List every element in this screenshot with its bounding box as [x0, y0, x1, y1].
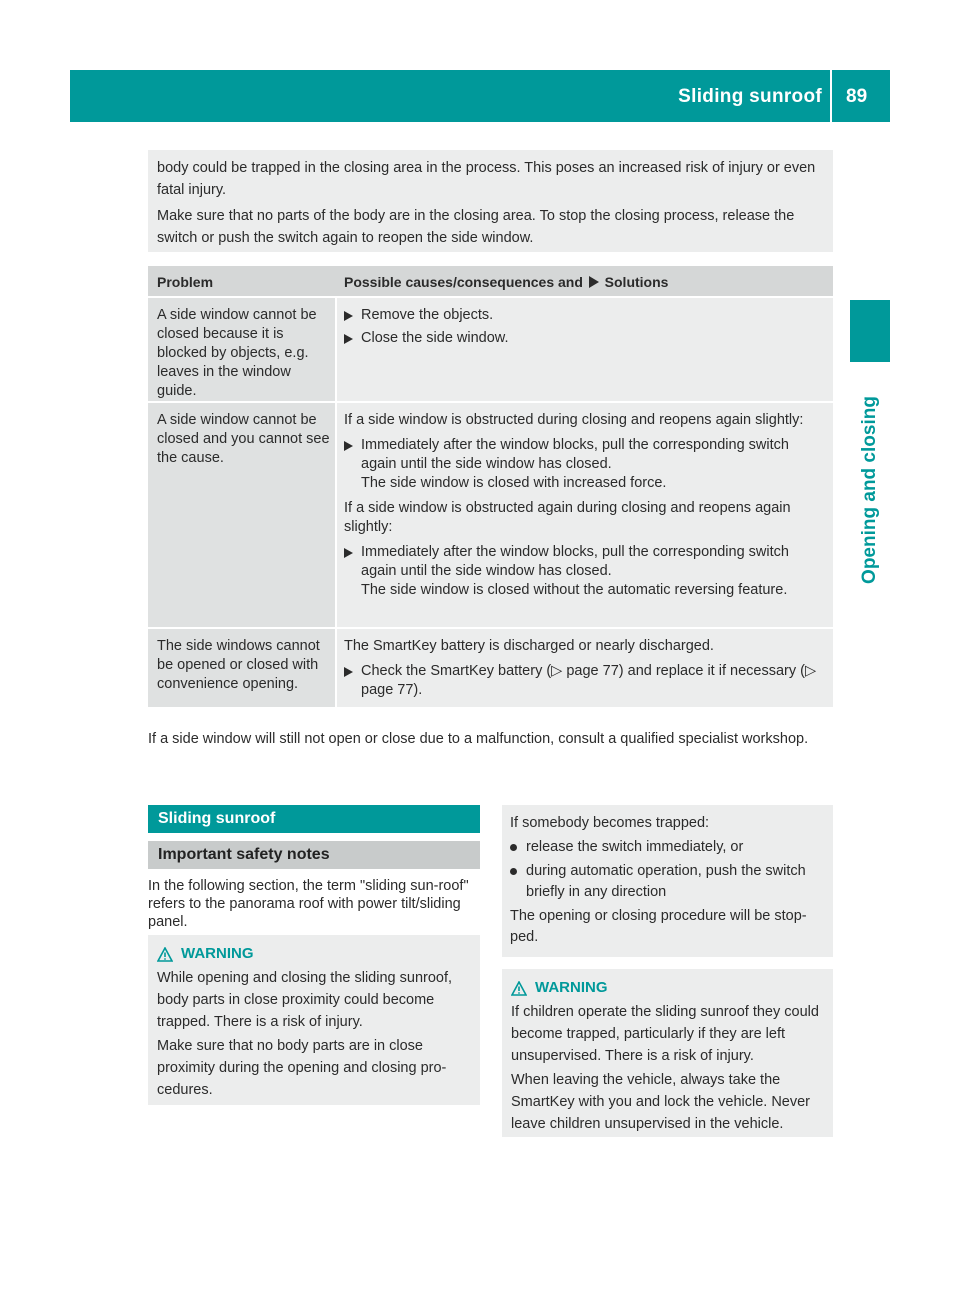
- instruction-step: [344, 306, 827, 325]
- header-divider: [830, 70, 832, 122]
- warning-triangle-icon: [511, 981, 527, 996]
- list-item-text: release the switch immediately, or: [526, 839, 744, 855]
- body-text: If a side window will still not open or close due to a malfunction, consult a qualified specialist workshop.: [148, 731, 809, 747]
- table-row: [148, 298, 833, 401]
- table-row: [148, 629, 833, 707]
- arrow-right-icon: [344, 334, 353, 344]
- cause-text: If a side window is obstructed during closing and reopens again slightly:: [344, 412, 804, 428]
- table-row: [148, 403, 833, 627]
- subsection-heading: Important safety notes: [148, 841, 480, 869]
- list-item: [510, 837, 825, 858]
- instruction-step: [344, 329, 827, 348]
- body-text: In the following section, the term "sliding sun-roof" refers to the panorama roof with power tilt/sliding panel.: [148, 878, 469, 930]
- warning-text: Make sure that no body parts are in close proximity during the opening and closing pro-cedures.: [157, 1038, 447, 1098]
- info-lead: If somebody becomes trapped:: [510, 815, 710, 831]
- step-text: Immediately after the window blocks, pull the corresponding switch again until the side window has closed.: [361, 544, 789, 579]
- step-text: Check the SmartKey battery (▷ page 77) and replace it if necessary (▷ page 77).: [361, 663, 817, 698]
- chapter-tab-marker: [850, 300, 890, 362]
- step-result: The side window is closed with increased force.: [361, 475, 667, 491]
- bullet-icon: [510, 868, 517, 875]
- warning-text: While opening and closing the sliding sunroof, body parts in close proximity could become trapped. There is a risk of injury.: [157, 970, 453, 1030]
- cause-text: If a side window is obstructed again during closing and reopens again slightly:: [344, 500, 791, 535]
- warning-triangle-icon: [157, 947, 173, 962]
- note-paragraph: body could be trapped in the closing area in the process. This poses an increased risk of injury or even fatal injury.: [157, 160, 816, 198]
- cause-text: The SmartKey battery is discharged or nearly discharged.: [344, 638, 714, 654]
- arrow-right-icon: [344, 311, 353, 321]
- column-header-problem: Problem: [157, 274, 214, 290]
- problem-cell: The side windows cannot be opened or closed with convenience opening.: [148, 629, 335, 707]
- list-item: [510, 861, 825, 903]
- column-header-text: Possible causes/consequences and: [344, 274, 583, 290]
- warning-box: [502, 969, 833, 1137]
- page-title: Sliding sunroof: [678, 86, 822, 107]
- info-tail: The opening or closing procedure will be stop-ped.: [510, 908, 807, 945]
- solution-cell: [337, 629, 833, 707]
- arrow-right-icon: [344, 548, 353, 558]
- bullet-icon: [510, 844, 517, 851]
- warning-title: [511, 977, 824, 999]
- step-result: The side window is closed without the automatic reversing feature.: [361, 582, 788, 598]
- instruction-step: [344, 662, 827, 700]
- instruction-step: [344, 543, 827, 600]
- table-header: [148, 266, 833, 296]
- solution-cell: [337, 403, 833, 627]
- chapter-label: Opening and closing: [859, 396, 880, 584]
- arrow-right-icon: [589, 276, 599, 288]
- section-heading: Sliding sunroof: [148, 805, 480, 833]
- warning-label: WARNING: [181, 945, 254, 962]
- step-text: Immediately after the window blocks, pull the corresponding switch again until the side window has closed.: [361, 437, 789, 472]
- warning-title: [157, 943, 471, 965]
- step-text: Close the side window.: [361, 330, 509, 346]
- warning-text: When leaving the vehicle, always take the SmartKey with you and lock the vehicle. Never leave children unsupervised in the vehicle.: [511, 1072, 810, 1132]
- note-paragraph: Make sure that no parts of the body are in the closing area. To stop the closing process, release the switch or push the switch again to reopen the side window.: [157, 208, 795, 246]
- warning-text: If children operate the sliding sunroof they could become trapped, particularly if they are left unsupervised. There is a risk of injury.: [511, 1004, 819, 1064]
- problem-cell: A side window cannot be closed because it is blocked by objects, e.g. leaves in the window guide.: [148, 298, 335, 401]
- page-number: 89: [846, 86, 868, 107]
- warning-box: [148, 935, 480, 1105]
- warning-label: WARNING: [535, 979, 608, 996]
- column-header-solutions: [344, 274, 668, 290]
- arrow-right-icon: [344, 441, 353, 451]
- step-text: Remove the objects.: [361, 307, 494, 323]
- list-item-text: during automatic operation, push the switch briefly in any direction: [526, 863, 806, 900]
- instruction-step: [344, 436, 827, 493]
- info-box: [502, 805, 833, 957]
- safety-note-continued: [148, 150, 833, 252]
- column-header-text: Solutions: [604, 274, 669, 290]
- solution-cell: [337, 298, 833, 401]
- problem-cell: A side window cannot be closed and you cannot see the cause.: [148, 403, 335, 627]
- arrow-right-icon: [344, 667, 353, 677]
